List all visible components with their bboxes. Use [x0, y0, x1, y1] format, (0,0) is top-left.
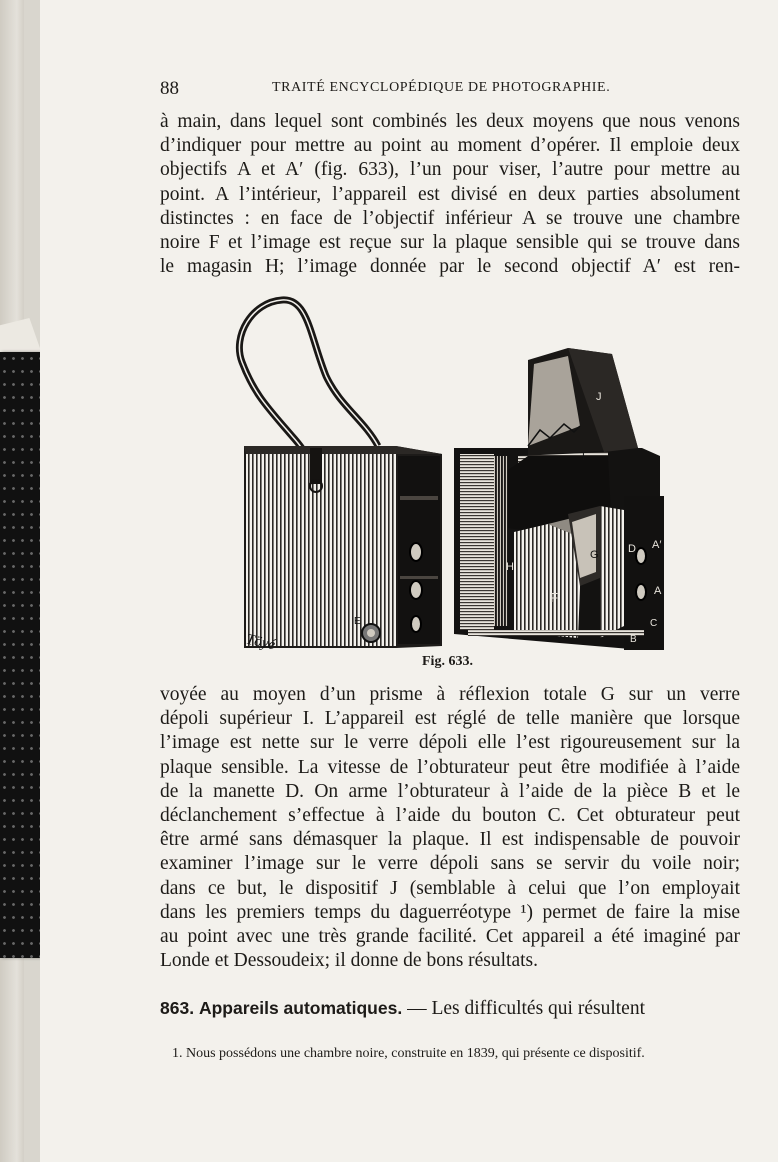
text-line: le magasin H; l’image donnée par le second objectif A′ est ren- [160, 256, 740, 278]
section-heading [160, 998, 740, 1020]
lens-a-prime [410, 543, 422, 561]
text-line: au point avec une très grande facilité. Cet appareil a été imaginé par [160, 926, 740, 948]
paragraph-bottom [160, 683, 740, 973]
text-line: voyée au moyen d’un prisme à réflexion totale G sur un verre [160, 684, 740, 705]
label-d: D [628, 543, 636, 555]
binding-strip [0, 352, 40, 958]
text-line: d’indiquer pour mettre au point au moment d’opérer. Il emploie deux [160, 135, 740, 157]
lens-a [410, 581, 422, 599]
figure-633 [228, 296, 678, 662]
text-line: dans les premiers temps du daguerréotype ¹) permet de faire la mise [160, 901, 740, 923]
label-a: A [654, 585, 662, 597]
plate-magazine-h [460, 454, 494, 630]
text-line: distinctes : en face de l’objectif inférieur A se trouve une chambre [160, 207, 740, 229]
label-a-prime: A′ [652, 539, 662, 551]
section-text: — Les difficultés qui résultent [402, 998, 645, 1019]
label-i: I [582, 452, 585, 463]
text-line: noire F et l’image est reçue sur la plaque sensible qui se trouve dans [160, 232, 740, 254]
section-number: 863. [160, 998, 195, 1018]
label-f: F [550, 590, 558, 605]
section-title: Appareils automatiques. [198, 998, 403, 1018]
footnote-text: Nous possédons une chambre noire, construite en 1839, qui présente ce dispositif. [186, 1046, 645, 1061]
text-line: Londe et Dessoudeix; il donne de bons résultats. [160, 950, 539, 972]
page-number: 88 [160, 78, 179, 99]
text-line: l’image est nette sur le verre dépoli elle l’est rigoureusement sur la [160, 732, 740, 754]
text-line: point. A l’intérieur, l’appareil est divisé en deux parties absolument [160, 183, 740, 205]
label-g: G [590, 549, 599, 561]
label-h: H [506, 561, 514, 573]
paragraph-top [160, 110, 740, 279]
engraver-signature: Töyé [244, 631, 277, 654]
text-line: être armé sans démasquer la plaque. Il est indispensable de pouvoir [160, 829, 740, 851]
text-line: dans ce but, le dispositif J (semblable à celui que l’on employait [160, 877, 740, 899]
chamber-f [514, 524, 582, 638]
text-line: dépoli supérieur I. L’appareil est réglé de telle manière que lorsque [160, 708, 740, 730]
running-head: TRAITÉ ENCYCLOPÉDIQUE DE PHOTOGRAPHIE. [272, 80, 611, 95]
footnote [172, 1046, 645, 1062]
label-c: C [650, 618, 658, 629]
label-b: B [630, 634, 637, 645]
footnote-marker: 1. [172, 1046, 183, 1061]
text-line: de la manette D. On arme l’obturateur à l’aide de la pièce B et le [160, 780, 740, 802]
label-e: E [354, 616, 361, 627]
text-line: objectifs A et A′ (fig. 633), l’un pour viser, l’autre pour mettre au [160, 159, 740, 181]
text-line: examiner l’image sur le verre dépoli sans se servir du voile noir; [160, 853, 740, 875]
text-line: plaque sensible. La vitesse de l’obturateur peut être modifiée à l’aide [160, 756, 740, 778]
label-j: J [596, 391, 602, 403]
text-line: à main, dans lequel sont combinés les deux moyens que nous venons [160, 111, 740, 132]
camera-engraving [228, 296, 678, 662]
figure-caption: Fig. 633. [422, 654, 473, 669]
strap-buckle [310, 448, 322, 484]
text-line: déclanchement s’effectue à l’aide du bouton C. Cet obturateur peut [160, 805, 740, 827]
